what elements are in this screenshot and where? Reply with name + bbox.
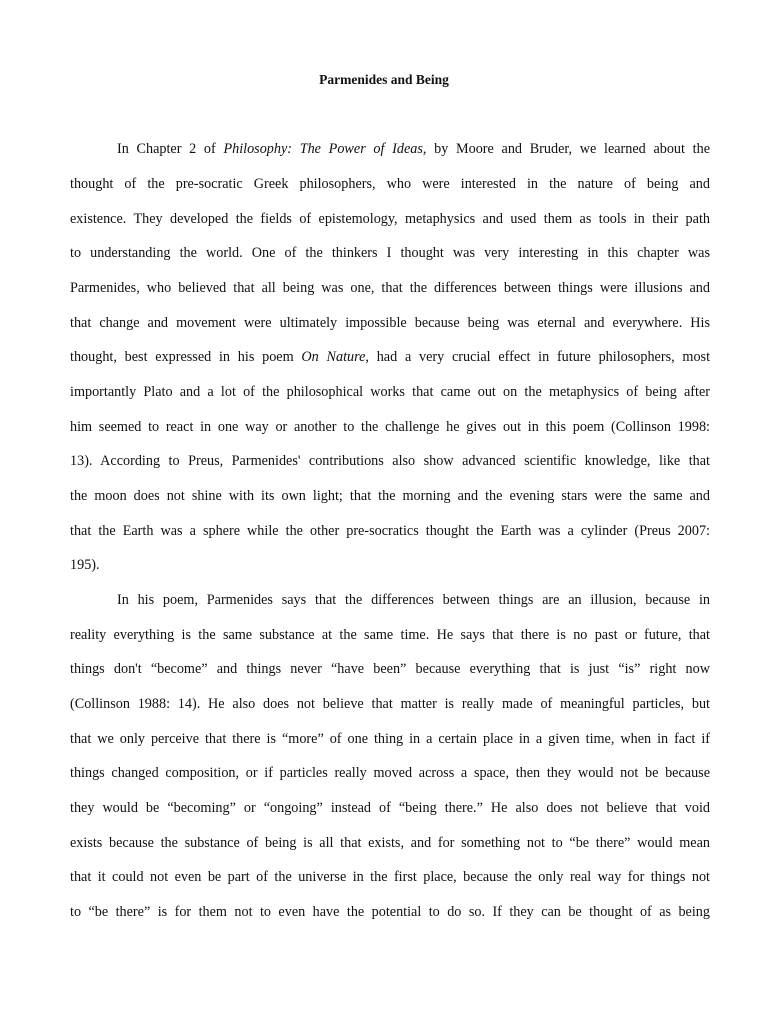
page-title: Parmenides and Being: [319, 72, 449, 87]
paragraph-1-line-7: [70, 347, 710, 367]
paragraph-2-line-9: that it could not even be part of the universe in the first place, because the only real way for things not: [70, 869, 710, 885]
text-run: , by Moore and Bruder, we learned about the: [422, 141, 710, 157]
paragraph-2-line-2: reality everything is the same substance at the same time. He says that there is no past or future, that: [70, 627, 710, 643]
paragraph-2-line-1: In his poem, Parmenides says that the differences between things are an illusion, because in: [117, 592, 710, 608]
paragraph-1-line-1: [117, 139, 710, 159]
text-run: , had a very crucial effect in future philosophers, most: [365, 349, 711, 365]
paragraph-1-line-13: 195).: [70, 557, 100, 573]
paragraph-1-line-3: existence. They developed the fields of epistemology, metaphysics and used them as tools in their path: [70, 211, 710, 227]
paragraph-1-line-10: 13). According to Preus, Parmenides' contributions also show advanced scientific knowledge, like that: [70, 453, 710, 469]
text-run: In Chapter 2 of: [117, 141, 224, 157]
paragraph-2-line-10: to “be there” is for them not to even have the potential to do so. If they can be thought of as being: [70, 904, 710, 920]
book-title: Philosophy: The Power of Ideas: [223, 141, 423, 157]
paragraph-2-line-3: things don't “become” and things never “have been” because everything that is just “is” right now: [70, 661, 710, 677]
paragraph-1-line-8: importantly Plato and a lot of the philosophical works that came out on the metaphysics of being after: [70, 384, 710, 400]
paragraph-2-line-8: exists because the substance of being is all that exists, and for something not to “be there” would mean: [70, 835, 710, 851]
paragraph-1-line-12: that the Earth was a sphere while the other pre-socratics thought the Earth was a cylinder (Preus 2007:: [70, 523, 710, 539]
paragraph-2-line-4: (Collinson 1988: 14). He also does not believe that matter is really made of meaningful particles, but: [70, 696, 710, 712]
paragraph-2-line-5: that we only perceive that there is “more” of one thing in a certain place in a given time, when in fact if: [70, 731, 710, 747]
paragraph-1-line-11: the moon does not shine with its own light; that the morning and the evening stars were the same and: [70, 488, 710, 504]
paragraph-1-line-2: thought of the pre-socratic Greek philosophers, who were interested in the nature of being and: [70, 176, 710, 192]
paragraph-1-line-6: that change and movement were ultimately impossible because being was eternal and everywhere. His: [70, 315, 710, 331]
paragraph-1-line-9: him seemed to react in one way or another to the challenge he gives out in this poem (Collinson 1998:: [70, 419, 710, 435]
paragraph-1-line-4: to understanding the world. One of the thinkers I thought was very interesting in this chapter was: [70, 245, 710, 261]
paragraph-2-line-6: things changed composition, or if particles really moved across a space, then they would not be because: [70, 765, 710, 781]
text-run: thought, best expressed in his poem: [70, 349, 302, 365]
poem-title: On Nature: [301, 349, 366, 365]
paragraph-1-line-5: Parmenides, who believed that all being was one, that the differences between things were illusions and: [70, 280, 710, 296]
paragraph-2-line-7: they would be “becoming” or “ongoing” instead of “being there.” He also does not believe that void: [70, 800, 710, 816]
